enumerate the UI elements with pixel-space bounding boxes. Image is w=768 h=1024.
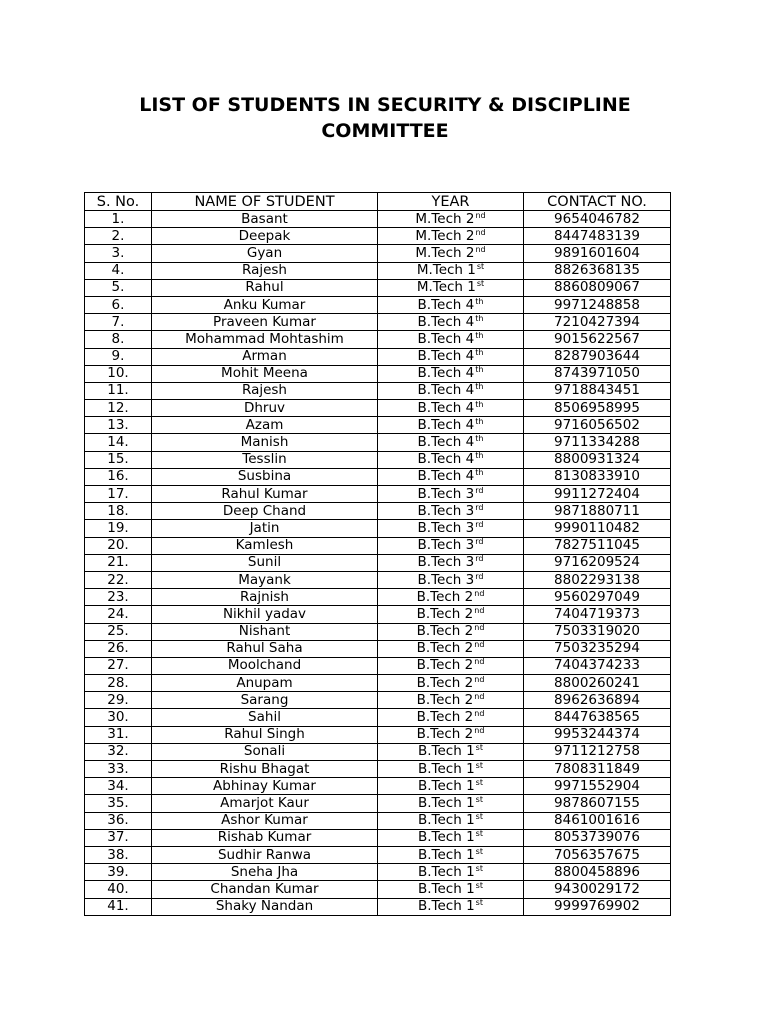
contact-number-cell: 9560297049 (524, 589, 671, 606)
contact-number-cell: 8962636894 (524, 692, 671, 709)
table-row (85, 640, 671, 657)
year-text: B.Tech 1 (418, 794, 475, 811)
year-text: B.Tech 1 (418, 743, 475, 760)
serial-number-cell: 26. (85, 640, 152, 657)
year-cell (378, 640, 524, 657)
student-name-cell: Anupam (152, 675, 378, 692)
year-text: B.Tech 2 (416, 623, 474, 640)
year-text: B.Tech 4 (417, 468, 475, 485)
student-name-cell: Rahul Kumar (152, 486, 378, 503)
year-cell (378, 279, 524, 296)
year-ordinal-suffix: st (476, 262, 485, 272)
year-cell (378, 846, 524, 863)
student-name-cell: Kamlesh (152, 537, 378, 554)
contact-number-cell: 9878607155 (524, 795, 671, 812)
table-header-row (85, 193, 671, 211)
student-name-cell: Sudhir Ranwa (152, 846, 378, 863)
student-name-cell: Rajesh (152, 262, 378, 279)
table-row (85, 331, 671, 348)
student-name-cell: Anku Kumar (152, 296, 378, 313)
table-row (85, 709, 671, 726)
contact-number-cell: 7808311849 (524, 761, 671, 778)
table-row (85, 846, 671, 863)
serial-number-cell: 2. (85, 228, 152, 245)
serial-number-cell: 36. (85, 812, 152, 829)
serial-number-cell: 14. (85, 434, 152, 451)
table-row (85, 675, 671, 692)
table-row (85, 503, 671, 520)
year-text: B.Tech 3 (417, 519, 475, 536)
year-cell (378, 726, 524, 743)
year-ordinal-suffix: nd (474, 588, 485, 598)
year-text: B.Tech 1 (418, 880, 475, 897)
year-ordinal-suffix: rd (475, 571, 484, 581)
year-ordinal-suffix: rd (475, 554, 484, 564)
year-cell (378, 692, 524, 709)
table-row (85, 726, 671, 743)
table-row (85, 314, 671, 331)
year-text: B.Tech 3 (417, 537, 475, 554)
year-ordinal-suffix: th (475, 416, 484, 426)
title-line-2: COMMITTEE (321, 120, 449, 142)
student-name-cell: Basant (152, 211, 378, 228)
serial-number-cell: 25. (85, 623, 152, 640)
student-name-cell: Amarjot Kaur (152, 795, 378, 812)
year-text: M.Tech 1 (416, 279, 476, 296)
serial-number-cell: 10. (85, 365, 152, 382)
year-text: B.Tech 2 (416, 709, 474, 726)
serial-number-cell: 31. (85, 726, 152, 743)
year-text: B.Tech 1 (418, 898, 475, 915)
header-contact: CONTACT NO. (524, 193, 671, 211)
serial-number-cell: 38. (85, 846, 152, 863)
contact-number-cell: 9654046782 (524, 211, 671, 228)
year-cell (378, 451, 524, 468)
year-cell (378, 743, 524, 760)
year-ordinal-suffix: th (475, 399, 484, 409)
year-text: B.Tech 1 (418, 760, 475, 777)
serial-number-cell: 5. (85, 279, 152, 296)
year-cell (378, 365, 524, 382)
year-text: B.Tech 2 (416, 605, 474, 622)
year-ordinal-suffix: st (475, 794, 483, 804)
student-name-cell: Praveen Kumar (152, 314, 378, 331)
year-ordinal-suffix: th (475, 434, 484, 444)
year-text: B.Tech 4 (417, 416, 475, 433)
contact-number-cell: 9999769902 (524, 898, 671, 915)
contact-number-cell: 9015622567 (524, 331, 671, 348)
student-name-cell: Mohit Meena (152, 365, 378, 382)
year-text: B.Tech 3 (417, 571, 475, 588)
serial-number-cell: 23. (85, 589, 152, 606)
table-row (85, 365, 671, 382)
year-cell (378, 503, 524, 520)
serial-number-cell: 13. (85, 417, 152, 434)
year-cell (378, 881, 524, 898)
year-text: B.Tech 1 (418, 777, 475, 794)
year-text: B.Tech 1 (418, 863, 475, 880)
year-cell (378, 434, 524, 451)
table-row (85, 812, 671, 829)
student-name-cell: Rahul Singh (152, 726, 378, 743)
year-cell (378, 417, 524, 434)
serial-number-cell: 35. (85, 795, 152, 812)
table-row (85, 434, 671, 451)
year-ordinal-suffix: nd (475, 227, 486, 237)
year-cell (378, 468, 524, 485)
table-row (85, 657, 671, 674)
contact-number-cell: 9891601604 (524, 245, 671, 262)
contact-number-cell: 9971248858 (524, 296, 671, 313)
contact-number-cell: 9430029172 (524, 881, 671, 898)
contact-number-cell: 9871880711 (524, 503, 671, 520)
table-row (85, 348, 671, 365)
contact-number-cell: 8506958995 (524, 400, 671, 417)
serial-number-cell: 7. (85, 314, 152, 331)
year-cell (378, 296, 524, 313)
year-ordinal-suffix: rd (475, 502, 484, 512)
table-row (85, 520, 671, 537)
year-text: B.Tech 1 (418, 829, 475, 846)
year-cell (378, 554, 524, 571)
table-row (85, 743, 671, 760)
year-cell (378, 812, 524, 829)
year-cell (378, 571, 524, 588)
year-cell (378, 382, 524, 399)
year-text: B.Tech 2 (416, 691, 474, 708)
student-name-cell: Sneha Jha (152, 864, 378, 881)
year-cell (378, 589, 524, 606)
student-name-cell: Sunil (152, 554, 378, 571)
serial-number-cell: 34. (85, 778, 152, 795)
serial-number-cell: 30. (85, 709, 152, 726)
contact-number-cell: 7827511045 (524, 537, 671, 554)
contact-number-cell: 7503319020 (524, 623, 671, 640)
serial-number-cell: 15. (85, 451, 152, 468)
table-row (85, 829, 671, 846)
year-text: B.Tech 2 (416, 674, 474, 691)
contact-number-cell: 8130833910 (524, 468, 671, 485)
year-cell (378, 245, 524, 262)
year-cell (378, 606, 524, 623)
contact-number-cell: 9716209524 (524, 554, 671, 571)
year-ordinal-suffix: st (476, 279, 485, 289)
year-ordinal-suffix: nd (474, 709, 485, 719)
year-text: B.Tech 2 (416, 640, 474, 657)
table-row (85, 245, 671, 262)
table-row (85, 795, 671, 812)
year-ordinal-suffix: nd (474, 691, 485, 701)
year-ordinal-suffix: st (475, 777, 483, 787)
student-name-cell: Rishu Bhagat (152, 761, 378, 778)
serial-number-cell: 11. (85, 382, 152, 399)
student-name-cell: Deep Chand (152, 503, 378, 520)
serial-number-cell: 1. (85, 211, 152, 228)
year-text: M.Tech 1 (416, 262, 476, 279)
year-cell (378, 675, 524, 692)
year-ordinal-suffix: nd (474, 726, 485, 736)
table-row (85, 571, 671, 588)
contact-number-cell: 9711212758 (524, 743, 671, 760)
student-name-cell: Deepak (152, 228, 378, 245)
year-ordinal-suffix: st (475, 743, 483, 753)
student-name-cell: Susbina (152, 468, 378, 485)
contact-number-cell: 8053739076 (524, 829, 671, 846)
serial-number-cell: 20. (85, 537, 152, 554)
year-text: B.Tech 3 (417, 554, 475, 571)
year-cell (378, 331, 524, 348)
serial-number-cell: 37. (85, 829, 152, 846)
year-text: B.Tech 1 (418, 812, 475, 829)
year-cell (378, 228, 524, 245)
table-row (85, 486, 671, 503)
year-cell (378, 778, 524, 795)
student-name-cell: Sonali (152, 743, 378, 760)
serial-number-cell: 18. (85, 503, 152, 520)
serial-number-cell: 27. (85, 657, 152, 674)
table-row (85, 761, 671, 778)
table-row (85, 606, 671, 623)
serial-number-cell: 33. (85, 761, 152, 778)
student-name-cell: Arman (152, 348, 378, 365)
year-text: B.Tech 4 (417, 296, 475, 313)
serial-number-cell: 32. (85, 743, 152, 760)
student-name-cell: Tesslin (152, 451, 378, 468)
year-text: B.Tech 3 (417, 485, 475, 502)
year-ordinal-suffix: nd (474, 640, 485, 650)
year-ordinal-suffix: nd (474, 623, 485, 633)
year-text: B.Tech 4 (417, 348, 475, 365)
student-name-cell: Ashor Kumar (152, 812, 378, 829)
table-row (85, 554, 671, 571)
year-ordinal-suffix: th (475, 382, 484, 392)
table-row (85, 778, 671, 795)
title-line-1: LIST OF STUDENTS IN SECURITY & DISCIPLINE (139, 94, 631, 116)
year-ordinal-suffix: st (475, 760, 483, 770)
serial-number-cell: 17. (85, 486, 152, 503)
serial-number-cell: 41. (85, 898, 152, 915)
year-cell (378, 262, 524, 279)
year-ordinal-suffix: th (475, 365, 484, 375)
year-text: B.Tech 4 (417, 365, 475, 382)
student-name-cell: Jatin (152, 520, 378, 537)
serial-number-cell: 28. (85, 675, 152, 692)
contact-number-cell: 8743971050 (524, 365, 671, 382)
contact-number-cell: 7404719373 (524, 606, 671, 623)
year-cell (378, 314, 524, 331)
contact-number-cell: 7210427394 (524, 314, 671, 331)
student-name-cell: Sahil (152, 709, 378, 726)
serial-number-cell: 21. (85, 554, 152, 571)
table-row (85, 864, 671, 881)
student-name-cell: Gyan (152, 245, 378, 262)
table-row (85, 211, 671, 228)
contact-number-cell: 8802293138 (524, 571, 671, 588)
student-name-cell: Chandan Kumar (152, 881, 378, 898)
year-cell (378, 348, 524, 365)
year-text: B.Tech 4 (417, 330, 475, 347)
year-text: M.Tech 2 (415, 244, 475, 261)
year-ordinal-suffix: th (475, 296, 484, 306)
year-text: B.Tech 2 (416, 657, 474, 674)
contact-number-cell: 9711334288 (524, 434, 671, 451)
serial-number-cell: 8. (85, 331, 152, 348)
student-name-cell: Abhinay Kumar (152, 778, 378, 795)
contact-number-cell: 8447483139 (524, 228, 671, 245)
table-row (85, 468, 671, 485)
year-cell (378, 709, 524, 726)
contact-number-cell: 7503235294 (524, 640, 671, 657)
year-cell (378, 537, 524, 554)
year-ordinal-suffix: st (475, 812, 483, 822)
student-name-cell: Mohammad Mohtashim (152, 331, 378, 348)
table-row (85, 296, 671, 313)
serial-number-cell: 9. (85, 348, 152, 365)
students-table (84, 192, 671, 916)
year-ordinal-suffix: nd (475, 244, 486, 254)
year-ordinal-suffix: nd (474, 657, 485, 667)
serial-number-cell: 6. (85, 296, 152, 313)
table-row (85, 451, 671, 468)
contact-number-cell: 9718843451 (524, 382, 671, 399)
year-cell (378, 898, 524, 915)
year-cell (378, 795, 524, 812)
student-name-cell: Rahul (152, 279, 378, 296)
student-name-cell: Rahul Saha (152, 640, 378, 657)
year-ordinal-suffix: rd (475, 519, 484, 529)
serial-number-cell: 3. (85, 245, 152, 262)
contact-number-cell: 7404374233 (524, 657, 671, 674)
student-name-cell: Manish (152, 434, 378, 451)
contact-number-cell: 9990110482 (524, 520, 671, 537)
year-ordinal-suffix: th (475, 348, 484, 358)
contact-number-cell: 9716056502 (524, 417, 671, 434)
student-name-cell: Rajnish (152, 589, 378, 606)
table-row (85, 400, 671, 417)
year-ordinal-suffix: nd (475, 210, 486, 220)
year-text: M.Tech 2 (415, 210, 475, 227)
student-name-cell: Nikhil yadav (152, 606, 378, 623)
year-cell (378, 520, 524, 537)
header-name: NAME OF STUDENT (152, 193, 378, 211)
contact-number-cell: 9971552904 (524, 778, 671, 795)
year-ordinal-suffix: th (475, 451, 484, 461)
serial-number-cell: 24. (85, 606, 152, 623)
student-name-cell: Sarang (152, 692, 378, 709)
student-name-cell: Dhruv (152, 400, 378, 417)
year-text: B.Tech 4 (417, 434, 475, 451)
year-text: M.Tech 2 (415, 227, 475, 244)
year-cell (378, 864, 524, 881)
year-cell (378, 657, 524, 674)
table-row (85, 262, 671, 279)
year-ordinal-suffix: st (475, 846, 483, 856)
contact-number-cell: 8287903644 (524, 348, 671, 365)
year-text: B.Tech 4 (417, 313, 475, 330)
contact-number-cell: 7056357675 (524, 846, 671, 863)
student-name-cell: Nishant (152, 623, 378, 640)
student-name-cell: Mayank (152, 571, 378, 588)
year-ordinal-suffix: th (475, 330, 484, 340)
serial-number-cell: 12. (85, 400, 152, 417)
table-row (85, 589, 671, 606)
year-ordinal-suffix: th (475, 468, 484, 478)
year-ordinal-suffix: st (475, 829, 483, 839)
year-text: B.Tech 2 (416, 588, 474, 605)
year-cell (378, 623, 524, 640)
contact-number-cell: 8826368135 (524, 262, 671, 279)
header-sno: S. No. (85, 193, 152, 211)
contact-number-cell: 9953244374 (524, 726, 671, 743)
student-name-cell: Moolchand (152, 657, 378, 674)
year-ordinal-suffix: st (475, 880, 483, 890)
serial-number-cell: 22. (85, 571, 152, 588)
student-name-cell: Shaky Nandan (152, 898, 378, 915)
serial-number-cell: 40. (85, 881, 152, 898)
table-row (85, 228, 671, 245)
student-name-cell: Rajesh (152, 382, 378, 399)
year-text: B.Tech 4 (417, 451, 475, 468)
page-title (84, 92, 686, 144)
year-text: B.Tech 1 (418, 846, 475, 863)
year-ordinal-suffix: nd (474, 605, 485, 615)
table-row (85, 382, 671, 399)
contact-number-cell: 8447638565 (524, 709, 671, 726)
student-name-cell: Rishab Kumar (152, 829, 378, 846)
year-text: B.Tech 3 (417, 502, 475, 519)
table-body (85, 211, 671, 916)
table-row (85, 623, 671, 640)
year-text: B.Tech 2 (416, 726, 474, 743)
contact-number-cell: 8800260241 (524, 675, 671, 692)
contact-number-cell: 8800458896 (524, 864, 671, 881)
year-ordinal-suffix: rd (475, 537, 484, 547)
year-text: B.Tech 4 (417, 399, 475, 416)
year-cell (378, 400, 524, 417)
contact-number-cell: 8800931324 (524, 451, 671, 468)
year-ordinal-suffix: st (475, 898, 483, 908)
table-row (85, 898, 671, 915)
header-year: YEAR (378, 193, 524, 211)
table-row (85, 537, 671, 554)
contact-number-cell: 9911272404 (524, 486, 671, 503)
serial-number-cell: 19. (85, 520, 152, 537)
table-row (85, 692, 671, 709)
table-row (85, 881, 671, 898)
year-cell (378, 829, 524, 846)
contact-number-cell: 8860809067 (524, 279, 671, 296)
year-cell (378, 761, 524, 778)
year-cell (378, 211, 524, 228)
year-ordinal-suffix: st (475, 863, 483, 873)
year-cell (378, 486, 524, 503)
year-text: B.Tech 4 (417, 382, 475, 399)
table-row (85, 417, 671, 434)
contact-number-cell: 8461001616 (524, 812, 671, 829)
serial-number-cell: 29. (85, 692, 152, 709)
serial-number-cell: 39. (85, 864, 152, 881)
year-ordinal-suffix: th (475, 313, 484, 323)
student-name-cell: Azam (152, 417, 378, 434)
year-ordinal-suffix: nd (474, 674, 485, 684)
year-ordinal-suffix: rd (475, 485, 484, 495)
table-row (85, 279, 671, 296)
serial-number-cell: 4. (85, 262, 152, 279)
serial-number-cell: 16. (85, 468, 152, 485)
